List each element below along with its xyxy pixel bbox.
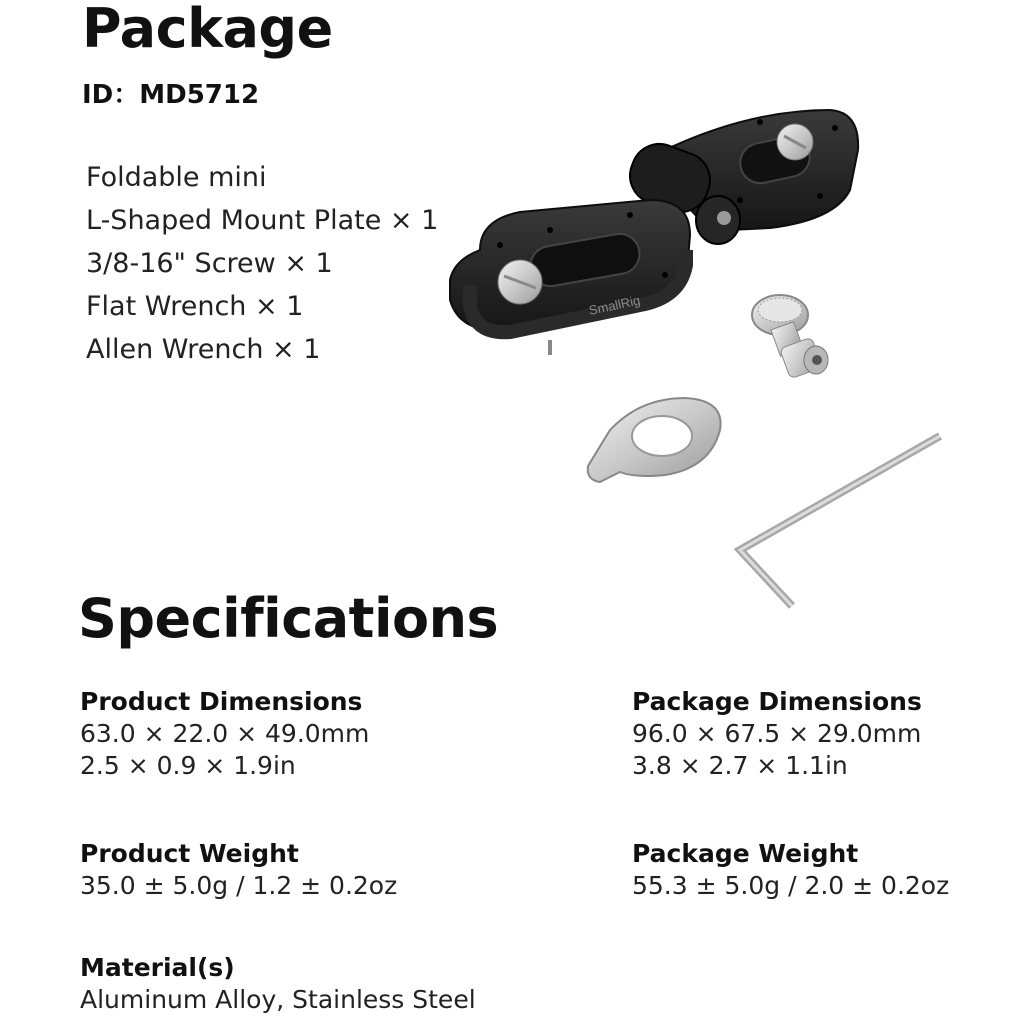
package-item: L-Shaped Mount Plate × 1 <box>86 205 439 236</box>
product-weight-value: 35.0 ± 5.0g / 1.2 ± 0.2oz <box>80 871 398 900</box>
screw-3-8-16 <box>752 295 828 379</box>
product-dimensions-mm: 63.0 × 22.0 × 49.0mm <box>80 719 370 748</box>
brand-mark: SmallRig <box>587 292 642 318</box>
package-weight-value: 55.3 ± 5.0g / 2.0 ± 0.2oz <box>632 871 950 900</box>
package-weight-label: Package Weight <box>632 839 859 868</box>
product-photo <box>440 100 960 620</box>
product-weight-block <box>80 838 397 902</box>
product-weight-label: Product Weight <box>80 839 299 868</box>
package-dimensions-mm: 96.0 × 67.5 × 29.0mm <box>632 719 922 748</box>
package-contents-list <box>86 156 438 371</box>
product-dimensions-in: 2.5 × 0.9 × 1.9in <box>80 751 296 780</box>
package-dimensions-block <box>632 686 922 782</box>
package-title: Package <box>82 0 333 60</box>
package-item: 3/8-16" Screw × 1 <box>86 248 333 279</box>
package-dimensions-in: 3.8 × 2.7 × 1.1in <box>632 751 848 780</box>
flat-wrench <box>588 398 721 482</box>
materials-block <box>80 952 476 1016</box>
allen-wrench <box>740 436 940 606</box>
package-item: Flat Wrench × 1 <box>86 291 304 322</box>
package-weight-block <box>632 838 949 902</box>
specifications-title: Specifications <box>78 587 499 650</box>
materials-label: Material(s) <box>80 953 235 982</box>
package-item: Foldable mini <box>86 162 267 193</box>
product-dimensions-label: Product Dimensions <box>80 687 363 716</box>
package-dimensions-label: Package Dimensions <box>632 687 922 716</box>
materials-value: Aluminum Alloy, Stainless Steel <box>80 985 476 1014</box>
product-dimensions-block <box>80 686 369 782</box>
package-id: ID：MD5712 <box>82 80 260 110</box>
package-item: Allen Wrench × 1 <box>86 334 321 365</box>
